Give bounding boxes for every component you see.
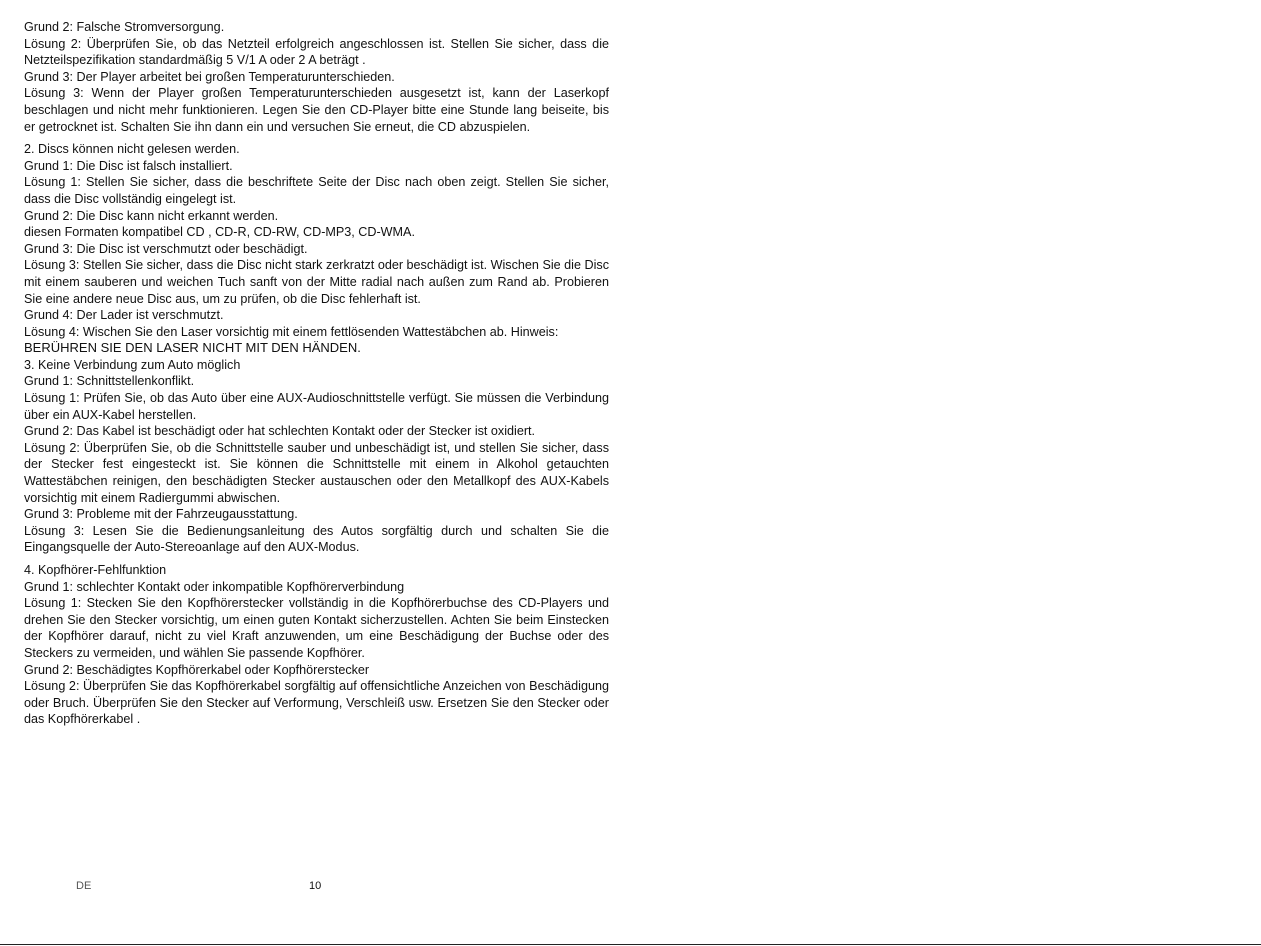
reason-3-temperature: Grund 3: Der Player arbeitet bei großen Temperaturunterschieden.	[24, 69, 395, 84]
disc-solution-3: Lösung 3: Stellen Sie sicher, dass die Disc nicht stark zerkratzt oder beschädigt ist. Wischen Sie die Disc mit einem sauberen und weichen Tuch sanft von der Mitte radial nach außen zum Rand ab. Probieren Sie eine andere neue Disc aus, um zu prüfen, ob die Disc fehlerhaft ist.	[24, 258, 609, 306]
section-4-heading: 4. Kopfhörer-Fehlfunktion	[24, 563, 167, 577]
laser-warning: BERÜHREN SIE DEN LASER NICHT MIT DEN HÄNDEN.	[24, 340, 361, 356]
car-solution-1: Lösung 1: Prüfen Sie, ob das Auto über eine AUX-Audioschnittstelle verfügt. Sie müssen die Verbindung über ein AUX-Kabel herstellen.	[24, 391, 609, 422]
disc-solution-1: Lösung 1: Stellen Sie sicher, dass die beschriftete Seite der Disc nach oben zeigt. Stellen Sie sicher, dass die Disc vollständig eingelegt ist.	[24, 175, 609, 206]
section-2-heading: 2. Discs können nicht gelesen werden.	[24, 142, 240, 157]
car-reason-1: Grund 1: Schnittstellenkonflikt.	[24, 374, 195, 389]
disc-solution-4: Lösung 4: Wischen Sie den Laser vorsichtig mit einem fettlösenden Wattestäbchen ab. Hinweis:	[24, 324, 559, 339]
car-reason-2: Grund 2: Das Kabel ist beschädigt oder hat schlechten Kontakt oder der Stecker ist oxidiert.	[24, 424, 536, 439]
car-reason-3: Grund 3: Probleme mit der Fahrzeugausstattung.	[24, 507, 298, 522]
solution-3-temperature: Lösung 3: Wenn der Player großen Temperaturunterschieden ausgesetzt ist, kann der Laserkopf beschlagen und nicht mehr funktionieren. Legen Sie den CD-Player bitte eine Stunde lang beiseite, bis er getrocknet ist. Schalten Sie ihn dann ein und versuchen Sie erneut, die CD abzuspielen.	[24, 86, 609, 134]
headphone-reason-1: Grund 1: schlechter Kontakt oder inkompatible Kopfhörerverbindung	[24, 579, 405, 594]
footer-page-number: 10	[309, 880, 322, 892]
disc-reason-3: Grund 3: Die Disc ist verschmutzt oder beschädigt.	[24, 241, 308, 256]
section-3-heading: 3. Keine Verbindung zum Auto möglich	[24, 357, 241, 372]
reason-2-power: Grund 2: Falsche Stromversorgung.	[24, 20, 225, 34]
manual-text-column	[24, 19, 609, 728]
headphone-solution-2: Lösung 2: Überprüfen Sie das Kopfhörerkabel sorgfältig auf offensichtliche Anzeichen von Beschädigung oder Bruch. Überprüfen Sie den Stecker auf Verformung, Verschleiß usw. Ersetzen Sie den Stecker oder das Kopfhörerkabel .	[24, 679, 609, 727]
disc-reason-4: Grund 4: Der Lader ist verschmutzt.	[24, 308, 224, 323]
headphone-solution-1: Lösung 1: Stecken Sie den Kopfhörerstecker vollständig in die Kopfhörerbuchse des CD-Players und drehen Sie den Stecker vorsichtig, um einen guten Kontakt sicherzustellen. Achten Sie beim Einstecken der Kopfhörer darauf, nicht zu viel Kraft anzuwenden, um eine Beschädigung der Buchse oder des Steckers zu vermeiden, und wählen Sie passende Kopfhörer.	[24, 596, 609, 660]
disc-reason-2: Grund 2: Die Disc kann nicht erkannt werden.	[24, 208, 279, 223]
footer-language-code: DE	[76, 880, 92, 892]
headphone-reason-2: Grund 2: Beschädigtes Kopfhörerkabel oder Kopfhörerstecker	[24, 662, 370, 677]
car-solution-3: Lösung 3: Lesen Sie die Bedienungsanleitung des Autos sorgfältig durch und schalten Sie die Eingangsquelle der Auto-Stereoanlage auf den AUX-Modus.	[24, 523, 609, 555]
solution-2-power: Lösung 2: Überprüfen Sie, ob das Netzteil erfolgreich angeschlossen ist. Stellen Sie sicher, dass die Netzteilspezifikation standardmäßig 5 V/1 A oder 2 A beträgt .	[24, 36, 609, 68]
disc-reason-1: Grund 1: Die Disc ist falsch installiert.	[24, 158, 233, 173]
car-solution-2: Lösung 2: Überprüfen Sie, ob die Schnittstelle sauber und unbeschädigt ist, und stellen Sie sicher, dass der Stecker fest eingesteckt ist. Sie können die Schnittstelle mit einem in Alkohol getauchten Wattestäbchen reinigen, den beschädigten Stecker austauschen oder den Metallkopf des AUX-Kabels vorsichtig mit einem Radiergummi abwischen.	[24, 440, 609, 505]
disc-formats: diesen Formaten kompatibel CD , CD-R, CD-RW, CD-MP3, CD-WMA.	[24, 225, 415, 240]
bottom-divider	[0, 944, 1261, 945]
